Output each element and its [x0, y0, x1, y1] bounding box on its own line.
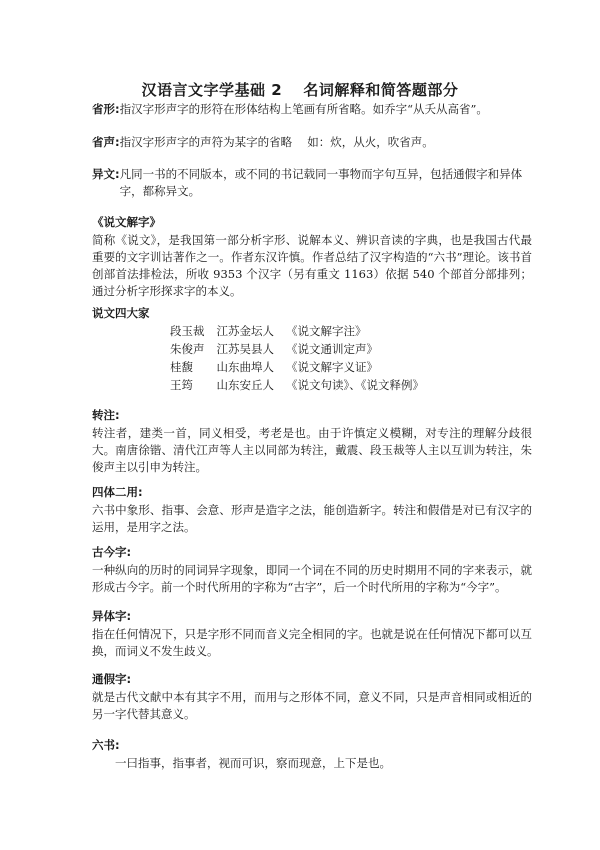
section-text: 简称《说文》，是我国第一部分析字形、说解本义、辨识音读的字典，也是我国古代最重要的文字训诂著作之一。作者东汉许慎。作者总结了汉字构造的“六书”理论。该书首创部首法排检法，所收 9353 个汉字（另有重文 1163）依据 540 个部首分部排列；通过分析字形探求字的本义。: [92, 233, 532, 298]
scholar-work: 《说文句读》、《说文释例》: [286, 378, 424, 392]
entry-shengxing: [92, 101, 532, 118]
section-tongjiazi: [92, 671, 532, 723]
section-text: 一曰指事，指事者，视而可识，察而现意，上下是也。: [115, 756, 391, 770]
section-liushu: [92, 737, 532, 772]
section-heading: 六书:: [92, 738, 120, 752]
scholar-work: 《说文解字注》: [286, 324, 367, 338]
section-text: 转注者，建类一首，同义相受，考老是也。由于许慎定义模糊，对专注的理解分歧很大。南唐徐锴、清代江声等人主以同部为转注，戴震、段玉裁等人主以互训为转注，朱俊声主以引申为转注。: [92, 426, 532, 474]
section-heading: 《说文解字》: [92, 215, 161, 229]
term-definition: 指汉字形声字的声符为某字的省略 如：炊，从火，吹省声。: [119, 135, 434, 149]
section-yitizi: [92, 608, 532, 660]
section-text: 一种纵向的历时的同词异字现象，即同一个词在不同的历史时期用不同的字来表示，就形成古今字。前一个时代所用的字称为“古字”，后一个时代所用的字称为“今字”。: [92, 563, 532, 594]
scholar-work: 《说文通训定声》: [286, 342, 378, 356]
table-row: [170, 340, 436, 358]
term-label: 异文:: [92, 167, 120, 181]
section-text: 六书中象形、指事、会意、形声是造字之法，能创造新字。转注和假借是对已有汉字的运用，是用字之法。: [92, 503, 532, 534]
term-definition: 指汉字形声字的形符在形体结构上笔画有所省略。如乔字“从夭从高省”。: [119, 102, 488, 116]
section-zhuanzhu: [92, 407, 532, 476]
section-text: 指在任何情况下，只是字形不同而音义完全相同的字。也就是说在任何情况下都可以互换，而词义不发生歧义。: [92, 627, 532, 658]
scholars-table: [170, 322, 436, 394]
scholar-name: 王筠: [170, 378, 193, 392]
section-shuowen: [92, 214, 532, 300]
scholar-place: 山东曲埠人: [216, 360, 274, 374]
section-gujinzi: [92, 544, 532, 596]
section-text: 就是古代文献中本有其字不用，而用与之形体不同，意义不同，只是声音相同或相近的另一字代替其意义。: [92, 690, 532, 721]
section-heading: 通假字:: [92, 672, 132, 686]
scholar-name: 朱俊声: [170, 342, 205, 356]
term-label: 省形:: [92, 102, 120, 116]
term-label: 省声:: [92, 135, 120, 149]
page-title: 汉语言文字学基础 2 名词解释和简答题部分: [141, 81, 459, 99]
section-heading: 说文四大家: [92, 306, 150, 320]
section-heading: 四体二用:: [92, 485, 143, 499]
section-dajia: [92, 305, 532, 323]
section-sitierong: [92, 484, 532, 536]
section-heading: 转注:: [92, 408, 120, 422]
table-row: [170, 322, 436, 340]
section-heading: 古今字:: [92, 545, 132, 559]
scholar-name: 桂馥: [170, 360, 193, 374]
entry-yiwen: [92, 166, 532, 200]
scholar-place: 江苏金坛人: [216, 324, 274, 338]
term-definition: 凡同一书的不同版本，或不同的书记载同一事物而字句互异，包括通假字和异体字，都称异文。: [119, 167, 523, 198]
table-row: [170, 358, 436, 376]
scholar-place: 山东安丘人: [216, 378, 274, 392]
scholar-name: 段玉裁: [170, 324, 205, 338]
section-heading: 异体字:: [92, 609, 132, 623]
entry-shengsheng: [92, 134, 532, 151]
scholar-work: 《说文解字义证》: [286, 360, 378, 374]
table-row: [170, 376, 436, 394]
scholar-place: 江苏吴县人: [216, 342, 274, 356]
